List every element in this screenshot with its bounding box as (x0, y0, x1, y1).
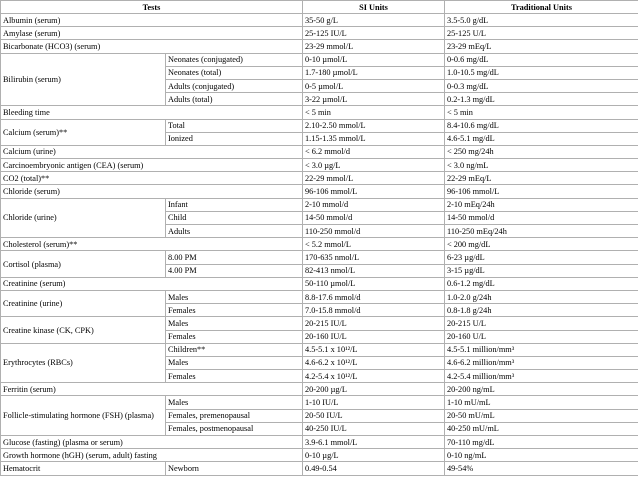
subgroup-cell: Females, postmenopausal (166, 422, 303, 435)
si-value-cell: 1.15-1.35 mmol/L (303, 132, 445, 145)
table-row (1, 251, 638, 264)
subgroup-cell: 8.00 PM (166, 251, 303, 264)
table-row (1, 462, 638, 475)
test-name-cell: Creatinine (urine) (1, 290, 166, 316)
table-row (1, 159, 638, 172)
si-value-cell: < 5 min (303, 106, 445, 119)
si-value-cell: 0.49-0.54 (303, 462, 445, 475)
si-value-cell: 20-50 IU/L (303, 409, 445, 422)
test-name-cell: Bilirubin (serum) (1, 53, 166, 106)
subgroup-cell: Females (166, 304, 303, 317)
si-value-cell: 0-5 µmol/L (303, 79, 445, 92)
si-value-cell: 50-110 µmol/L (303, 277, 445, 290)
subgroup-cell: Total (166, 119, 303, 132)
traditional-value-cell: 1.0-2.0 g/24h (445, 290, 638, 303)
test-name-cell: Albumin (serum) (1, 14, 303, 27)
test-name-cell: Chloride (urine) (1, 198, 166, 238)
table-row (1, 290, 638, 303)
traditional-value-cell: 110-250 mEq/24h (445, 225, 638, 238)
table-row (1, 106, 638, 119)
table-row (1, 238, 638, 251)
subgroup-cell: Males (166, 290, 303, 303)
subgroup-cell: Infant (166, 198, 303, 211)
traditional-value-cell: < 250 mg/24h (445, 145, 638, 158)
si-value-cell: 35-50 g/L (303, 14, 445, 27)
traditional-value-cell: < 200 mg/dL (445, 238, 638, 251)
si-value-cell: 7.0-15.8 mmol/d (303, 304, 445, 317)
si-value-cell: 3-22 µmol/L (303, 93, 445, 106)
table-row (1, 145, 638, 158)
test-name-cell: Follicle-stimulating hormone (FSH) (plasma) (1, 396, 166, 436)
si-value-cell: 0-10 µmol/L (303, 53, 445, 66)
si-value-cell: 82-413 nmol/L (303, 264, 445, 277)
subgroup-cell: Ionized (166, 132, 303, 145)
subgroup-cell: Adults (conjugated) (166, 79, 303, 92)
header-tests: Tests (1, 1, 303, 14)
table-row (1, 185, 638, 198)
test-name-cell: Calcium (urine) (1, 145, 303, 158)
traditional-value-cell: 25-125 U/L (445, 27, 638, 40)
traditional-value-cell: < 5 min (445, 106, 638, 119)
subgroup-cell: Females (166, 370, 303, 383)
subgroup-cell: Females, premenopausal (166, 409, 303, 422)
subgroup-cell: Females (166, 330, 303, 343)
traditional-value-cell: 4.6-6.2 million/mm³ (445, 356, 638, 369)
traditional-value-cell: 3-15 µg/dL (445, 264, 638, 277)
subgroup-cell: Males (166, 396, 303, 409)
subgroup-cell: Newborn (166, 462, 303, 475)
test-name-cell: Creatine kinase (CK, CPK) (1, 317, 166, 343)
traditional-value-cell: 14-50 mmol/d (445, 211, 638, 224)
si-value-cell: 20-160 IU/L (303, 330, 445, 343)
si-value-cell: 14-50 mmol/d (303, 211, 445, 224)
traditional-value-cell: 1-10 mU/mL (445, 396, 638, 409)
si-value-cell: 20-215 IU/L (303, 317, 445, 330)
subgroup-cell: Neonates (conjugated) (166, 53, 303, 66)
traditional-value-cell: 0-0.6 mg/dL (445, 53, 638, 66)
table-row (1, 277, 638, 290)
header-traditional-units: Traditional Units (445, 1, 638, 14)
test-name-cell: Carcinoembryonic antigen (CEA) (serum) (1, 159, 303, 172)
test-name-cell: Amylase (serum) (1, 27, 303, 40)
table-row (1, 119, 638, 132)
table-row (1, 40, 638, 53)
si-value-cell: 25-125 IU/L (303, 27, 445, 40)
test-name-cell: Bleeding time (1, 106, 303, 119)
traditional-value-cell: 4.5-5.1 million/mm³ (445, 343, 638, 356)
traditional-value-cell: 0-0.3 mg/dL (445, 79, 638, 92)
traditional-value-cell: 3.5-5.0 g/dL (445, 14, 638, 27)
traditional-value-cell: 6-23 µg/dL (445, 251, 638, 264)
table-row (1, 396, 638, 409)
traditional-value-cell: 96-106 mmol/L (445, 185, 638, 198)
si-value-cell: 22-29 mmol/L (303, 172, 445, 185)
test-name-cell: Bicarbonate (HCO3) (serum) (1, 40, 303, 53)
test-name-cell: Growth hormone (hGH) (serum, adult) fasting (1, 449, 303, 462)
table-row (1, 449, 638, 462)
traditional-value-cell: 23-29 mEq/L (445, 40, 638, 53)
traditional-value-cell: 20-215 U/L (445, 317, 638, 330)
table-row (1, 343, 638, 356)
subgroup-cell: 4.00 PM (166, 264, 303, 277)
traditional-value-cell: 0.8-1.8 g/24h (445, 304, 638, 317)
test-name-cell: Ferritin (serum) (1, 383, 303, 396)
test-name-cell: Calcium (serum)** (1, 119, 166, 145)
si-value-cell: 4.2-5.4 x 10¹²/L (303, 370, 445, 383)
table-row (1, 198, 638, 211)
test-name-cell: Glucose (fasting) (plasma or serum) (1, 436, 303, 449)
test-name-cell: Cholesterol (serum)** (1, 238, 303, 251)
traditional-value-cell: 1.0-10.5 mg/dL (445, 66, 638, 79)
si-value-cell: 1.7-180 µmol/L (303, 66, 445, 79)
traditional-value-cell: 0-10 ng/mL (445, 449, 638, 462)
table-row (1, 14, 638, 27)
si-value-cell: 4.5-5.1 x 10¹²/L (303, 343, 445, 356)
table-body (1, 14, 638, 476)
si-value-cell: < 3.0 µg/L (303, 159, 445, 172)
subgroup-cell: Child (166, 211, 303, 224)
si-value-cell: 8.8-17.6 mmol/d (303, 290, 445, 303)
traditional-value-cell: 70-110 mg/dL (445, 436, 638, 449)
si-value-cell: 170-635 nmol/L (303, 251, 445, 264)
test-name-cell: Hematocrit (1, 462, 166, 475)
traditional-value-cell: 22-29 mEq/L (445, 172, 638, 185)
traditional-value-cell: < 3.0 ng/mL (445, 159, 638, 172)
table-header-row (1, 1, 638, 14)
si-value-cell: 96-106 mmol/L (303, 185, 445, 198)
test-name-cell: Erythrocytes (RBCs) (1, 343, 166, 383)
subgroup-cell: Males (166, 356, 303, 369)
table-row (1, 53, 638, 66)
traditional-value-cell: 0.6-1.2 mg/dL (445, 277, 638, 290)
si-value-cell: 23-29 mmol/L (303, 40, 445, 53)
si-value-cell: 3.9-6.1 mmol/L (303, 436, 445, 449)
traditional-value-cell: 49-54% (445, 462, 638, 475)
subgroup-cell: Males (166, 317, 303, 330)
test-name-cell: Cortisol (plasma) (1, 251, 166, 277)
traditional-value-cell: 20-160 U/L (445, 330, 638, 343)
si-value-cell: 2.10-2.50 mmol/L (303, 119, 445, 132)
header-si-units: SI Units (303, 1, 445, 14)
subgroup-cell: Neonates (total) (166, 66, 303, 79)
traditional-value-cell: 20-200 ng/mL (445, 383, 638, 396)
traditional-value-cell: 4.6-5.1 mg/dL (445, 132, 638, 145)
test-name-cell: Creatinine (serum) (1, 277, 303, 290)
table-row (1, 383, 638, 396)
si-value-cell: < 6.2 mmol/d (303, 145, 445, 158)
si-value-cell: 110-250 mmol/d (303, 225, 445, 238)
test-name-cell: CO2 (total)** (1, 172, 303, 185)
traditional-value-cell: 20-50 mU/mL (445, 409, 638, 422)
subgroup-cell: Adults (166, 225, 303, 238)
si-value-cell: 40-250 IU/L (303, 422, 445, 435)
si-value-cell: 4.6-6.2 x 10¹²/L (303, 356, 445, 369)
subgroup-cell: Adults (total) (166, 93, 303, 106)
traditional-value-cell: 2-10 mEq/24h (445, 198, 638, 211)
table-row (1, 436, 638, 449)
si-value-cell: 2-10 mmol/d (303, 198, 445, 211)
table-row (1, 27, 638, 40)
si-value-cell: 1-10 IU/L (303, 396, 445, 409)
traditional-value-cell: 0.2-1.3 mg/dL (445, 93, 638, 106)
traditional-value-cell: 4.2-5.4 million/mm³ (445, 370, 638, 383)
test-name-cell: Chloride (serum) (1, 185, 303, 198)
traditional-value-cell: 8.4-10.6 mg/dL (445, 119, 638, 132)
traditional-value-cell: 40-250 mU/mL (445, 422, 638, 435)
table-row (1, 172, 638, 185)
si-value-cell: < 5.2 mmol/L (303, 238, 445, 251)
subgroup-cell: Children** (166, 343, 303, 356)
si-value-cell: 20-200 µg/L (303, 383, 445, 396)
table-row (1, 317, 638, 330)
si-value-cell: 0-10 µg/L (303, 449, 445, 462)
